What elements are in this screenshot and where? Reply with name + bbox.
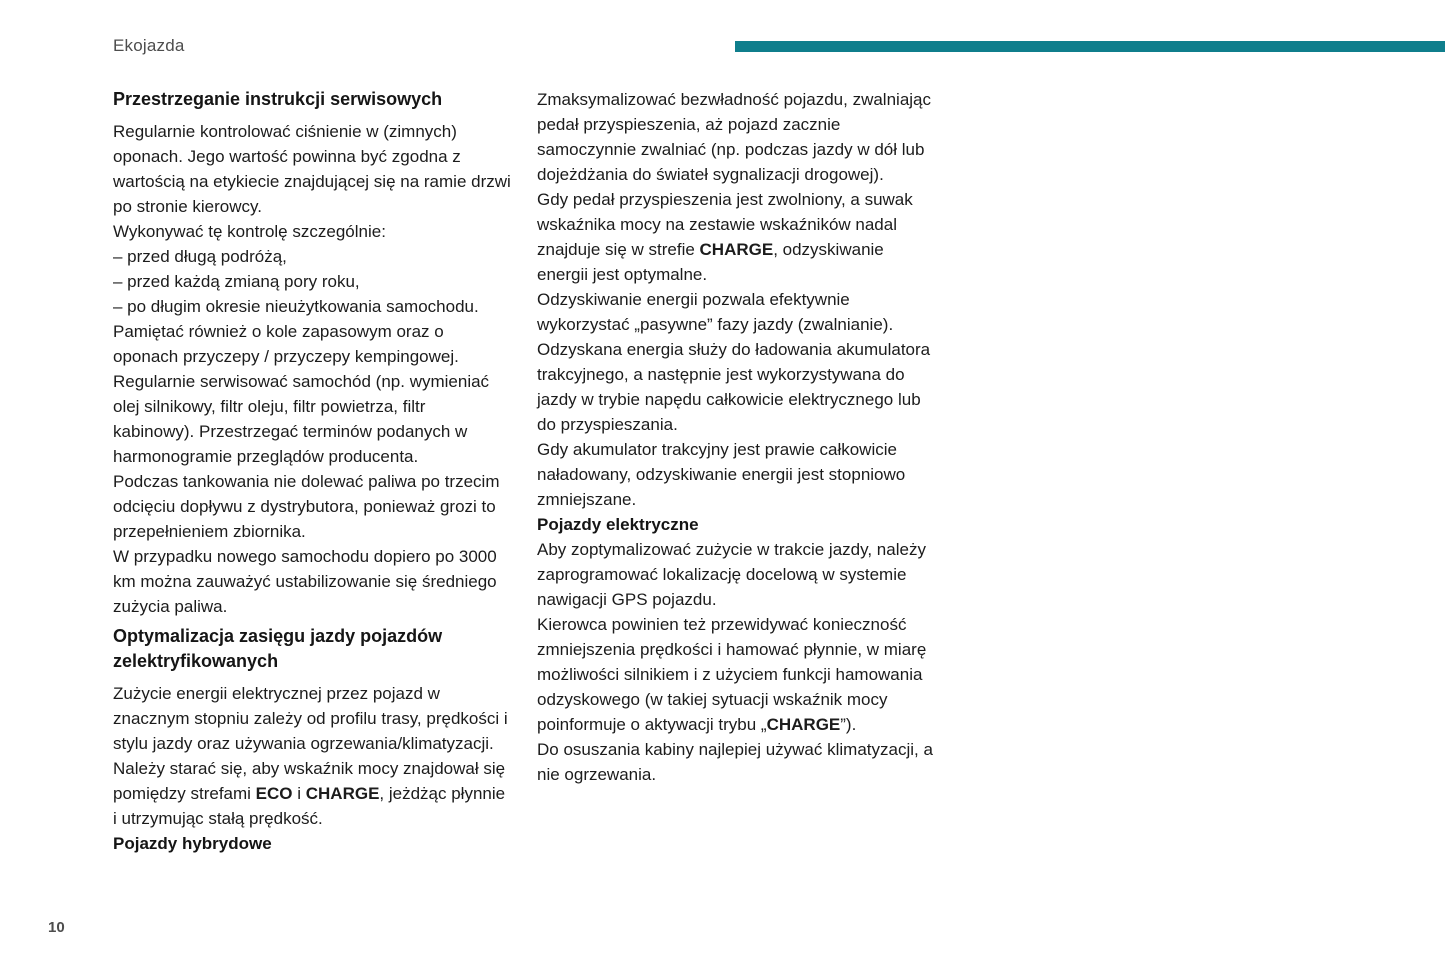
paragraph: Wykonywać tę kontrolę szczególnie: xyxy=(113,222,386,241)
paragraph: Zmaksymalizować bezwładność pojazdu, zwalniając pedał przyspieszenia, aż pojazd zacznie samoczynnie zwalniać (np. podczas jazdy w dół lub dojeżdżania do świateł sygnalizacji drogowej). xyxy=(537,90,932,184)
paragraph: Aby zoptymalizować zużycie w trakcie jazdy, należy zaprogramować lokalizację docelową w systemie nawigacji GPS pojazdu. xyxy=(537,540,926,609)
header-accent-bar xyxy=(735,41,1445,52)
text-run: Gdy pedał przyspieszenia jest zwolniony, a suwak wskaźnika mocy na zestawie wskaźników nadal znajduje się w strefie xyxy=(537,190,913,259)
list-item: – po długim okresie nieużytkowania samochodu. xyxy=(113,297,479,316)
section-heading-service-instructions: Przestrzeganie instrukcji serwisowych xyxy=(113,89,443,109)
right-column xyxy=(537,87,935,856)
paragraph: Zużycie energii elektrycznej przez pojazd w znacznym stopniu zależy od profilu trasy, prędkości i stylu jazdy oraz używania ogrzewania/klimatyzacji. xyxy=(113,684,508,753)
content-columns xyxy=(113,87,935,856)
text-run: , jeżdżąc płynnie i utrzymując stałą prędkość. xyxy=(113,784,506,828)
list-item: – przed długą podróżą, xyxy=(113,247,287,266)
paragraph xyxy=(537,612,935,737)
paragraph: Odzyskiwanie energii pozwala efektywnie wykorzystać „pasywne” fazy jazdy (zwalnianie). xyxy=(537,290,894,334)
text-run: Należy starać się, aby wskaźnik mocy znajdował się pomiędzy strefami xyxy=(113,759,506,803)
paragraph xyxy=(537,187,935,287)
paragraph: Gdy akumulator trakcyjny jest prawie całkowicie naładowany, odzyskiwanie energii jest stopniowo zmniejszane. xyxy=(537,440,906,509)
paragraph: W przypadku nowego samochodu dopiero po 3000 km można zauważyć ustabilizowanie się średniego zużycia paliwa. xyxy=(113,547,497,616)
page-number: 10 xyxy=(48,919,65,936)
text-run: , odzyskiwanie energii jest optymalne. xyxy=(537,240,884,284)
bold-term-charge: CHARGE xyxy=(305,784,380,803)
text-run: Kierowca powinien też przewidywać konieczność zmniejszenia prędkości i hamować płynnie, w miarę możliwości silnikiem i z użyciem funkcji hamowania odzyskowego (w takiej sytuacji wskaźnik mocy poinformuje o aktywacji trybu „ xyxy=(537,615,927,734)
paragraph xyxy=(113,756,511,831)
bold-term-eco: ECO xyxy=(255,784,293,803)
paragraph: Odzyskana energia służy do ładowania akumulatora trakcyjnego, a następnie jest wykorzystywana do jazdy w trybie napędu całkowicie elektrycznego lub do przyspieszania. xyxy=(537,340,931,434)
paragraph: Podczas tankowania nie dolewać paliwa po trzecim odcięciu dopływu z dystrybutora, ponieważ grozi to przepełnieniem zbiornika. xyxy=(113,472,500,541)
paragraph: Regularnie serwisować samochód (np. wymieniać olej silnikowy, filtr oleju, filtr powietrza, filtr kabinowy). Przestrzegać terminów podanych w harmonogramie przeglądów producenta. xyxy=(113,372,490,466)
sub-heading-hybrid-vehicles: Pojazdy hybrydowe xyxy=(113,834,272,853)
left-column xyxy=(113,87,511,856)
bold-term-charge: CHARGE xyxy=(766,715,841,734)
bold-term-charge: CHARGE xyxy=(699,240,774,259)
paragraph: Pamiętać również o kole zapasowym oraz o oponach przyczepy / przyczepy kempingowej. xyxy=(113,322,459,366)
section-heading-range-optimization: Optymalizacja zasięgu jazdy pojazdów zelektryfikowanych xyxy=(113,626,443,671)
text-run: ”). xyxy=(840,715,857,734)
chapter-title: Ekojazda xyxy=(113,36,185,55)
list-item: – przed każdą zmianą pory roku, xyxy=(113,272,360,291)
paragraph: Regularnie kontrolować ciśnienie w (zimnych) oponach. Jego wartość powinna być zgodna z wartością na etykiecie znajdującej się na ramie drzwi po stronie kierowcy. xyxy=(113,122,511,216)
sub-heading-electric-vehicles: Pojazdy elektryczne xyxy=(537,515,699,534)
text-run: i xyxy=(292,784,306,803)
paragraph: Do osuszania kabiny najlepiej używać klimatyzacji, a nie ogrzewania. xyxy=(537,740,933,784)
